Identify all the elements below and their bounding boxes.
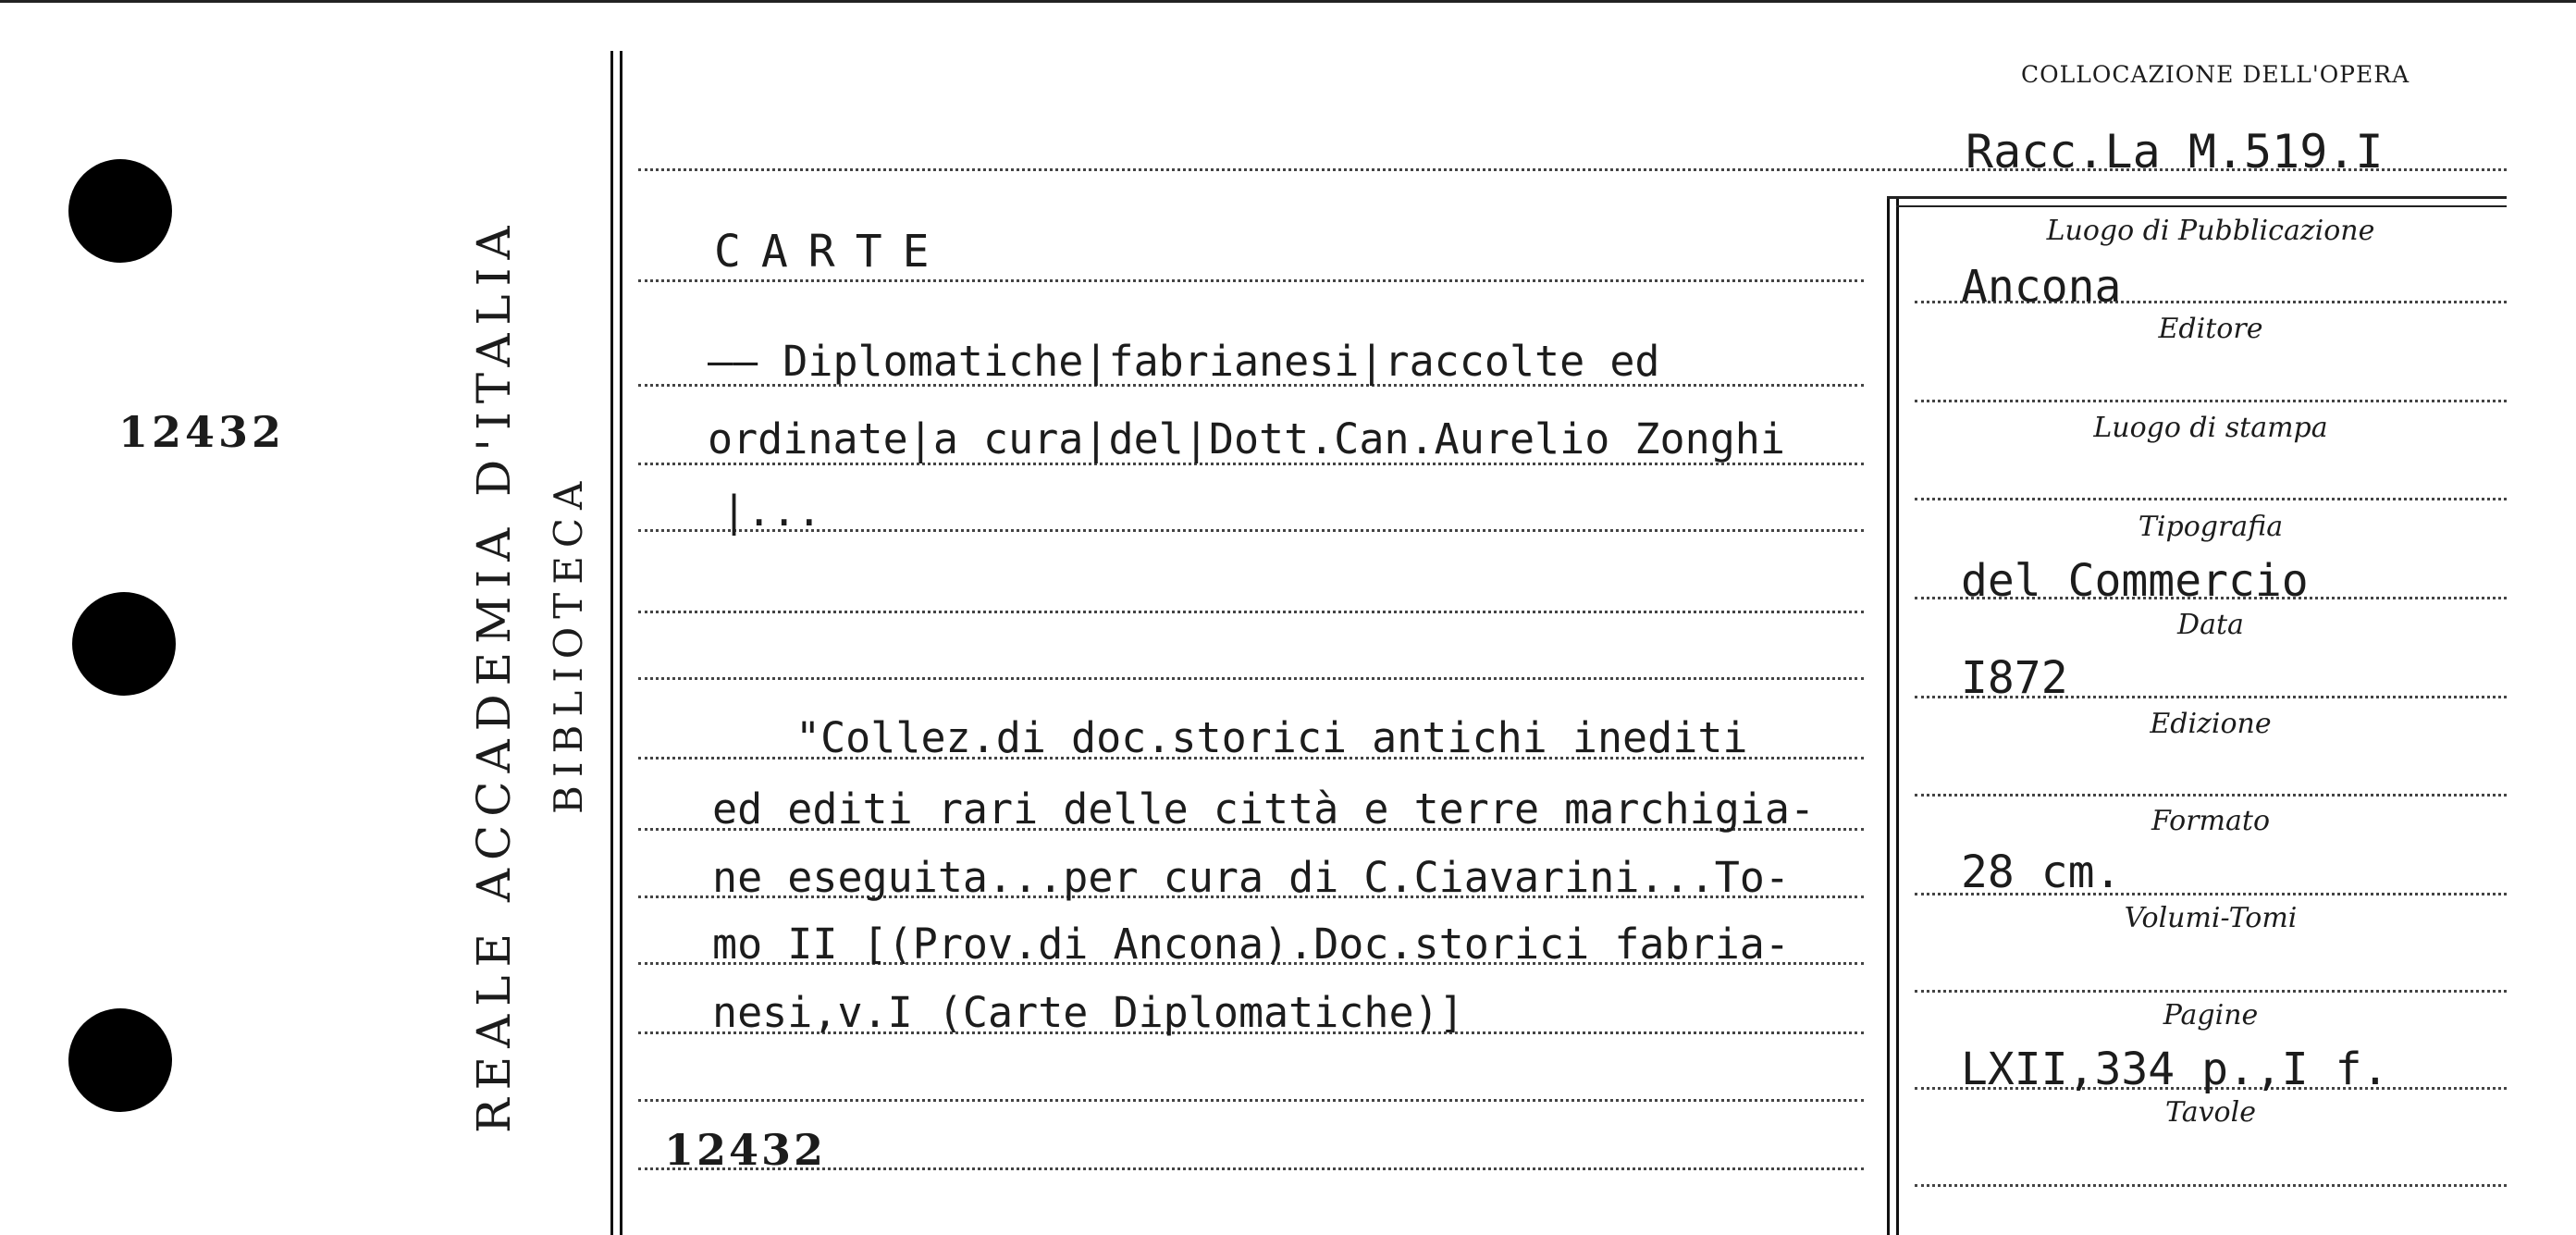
field-label-volumes: Volumi-Tomi [2124, 902, 2298, 934]
field-label-place-of-printing: Luogo di stampa [2093, 412, 2328, 444]
ruled-line [638, 1099, 1864, 1102]
ruled-line [638, 529, 1864, 532]
description-line: ordinate|a cura|del|Dott.Can.Aurelio Zonghi [708, 414, 1785, 463]
field-label-pages: Pagine [2163, 999, 2259, 1031]
field-rule [1915, 1184, 2507, 1187]
field-rule [1915, 400, 2507, 402]
title-word: CARTE [714, 226, 950, 278]
field-value-format: 28 cm. [1961, 846, 2122, 898]
field-label-format: Formato [2151, 805, 2271, 837]
field-rule [1915, 794, 2507, 797]
ruled-line [638, 677, 1864, 680]
ruled-line [638, 279, 1864, 282]
shelfmark-rule [638, 168, 2507, 171]
series-line: nesi,v.I (Carte Diplomatiche)] [712, 988, 1464, 1037]
punch-hole-top [68, 159, 172, 263]
field-label-date: Data [2177, 609, 2244, 641]
field-label-place-of-publication: Luogo di Pubblicazione [2046, 215, 2375, 247]
description-line: |... [721, 487, 822, 536]
series-line: mo II [(Prov.di Ancona).Doc.storici fabria- [712, 920, 1790, 969]
left-rule-outer [610, 51, 613, 1235]
library-label: BIBLIOTECA [546, 473, 591, 814]
shelfmark-label: COLLOCAZIONE DELL'OPERA [2021, 61, 2410, 88]
field-rule [1915, 990, 2507, 993]
field-label-plates: Tavole [2165, 1096, 2256, 1129]
record-number: 12432 [664, 1125, 827, 1175]
field-label-printer: Tipografia [2138, 511, 2284, 543]
field-value-printer: del Commercio [1961, 555, 2309, 607]
field-value-place-of-publication: Ancona [1961, 261, 2122, 313]
card-top-edge [0, 0, 2576, 3]
punch-hole-bottom [68, 1008, 172, 1112]
punch-hole-middle [72, 592, 176, 696]
series-line: ne eseguita...per cura di C.Ciavarini...To- [712, 853, 1790, 902]
field-value-date: I872 [1961, 652, 2068, 704]
field-label-publisher: Editore [2158, 313, 2263, 345]
description-line: —— Diplomatiche|fabrianesi|raccolte ed [708, 337, 1660, 386]
right-panel-top-rule-2 [1896, 205, 2507, 207]
series-line: ed editi rari delle città e terre marchigia- [712, 784, 1816, 834]
ruled-line [638, 611, 1864, 613]
right-panel-top-rule [1887, 196, 2507, 199]
right-panel-rule-outer [1887, 196, 1890, 1235]
field-label-edition: Edizione [2150, 708, 2272, 740]
field-rule [1915, 498, 2507, 500]
academy-name: REALE ACCADEMIA D'ITALIA [467, 217, 521, 1133]
field-value-pages: LXII,334 p.,I f. [1961, 1044, 2389, 1095]
shelfmark-value: Racc.La M.519.I [1966, 125, 2384, 179]
right-panel-rule-inner [1896, 196, 1899, 1235]
series-line: "Collez.di doc.storici antichi inediti [795, 713, 1748, 762]
side-accession-number: 12432 [118, 407, 286, 457]
left-rule-inner [620, 51, 622, 1235]
